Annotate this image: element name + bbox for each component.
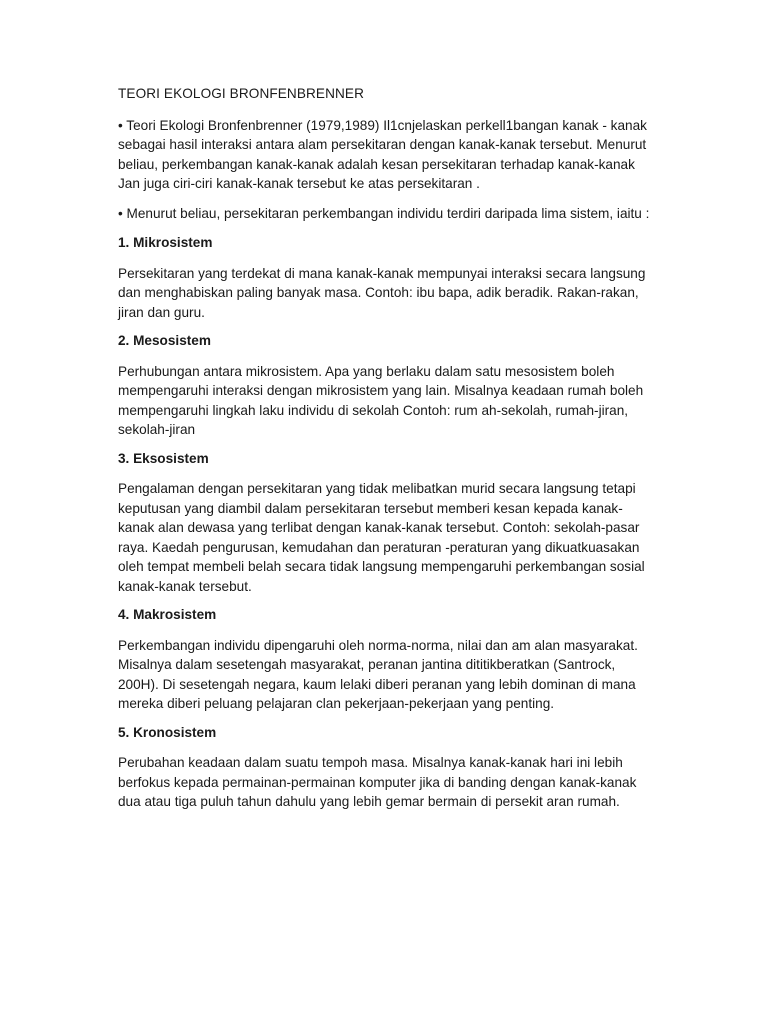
section-heading: 4. Makrosistem [118,607,217,622]
intro-paragraph-1: • Teori Ekologi Bronfenbrenner (1979,1989) Il1cnjelaskan perkell1bangan kanak - kanak sebagai hasil interaksi antara alam persekitaran dengan kanak-kanak tersebut. Menurut beliau, perkembangan kanak-kanak adalah kesan persekitaran terhadap kanak-kanak Jan juga ciri-ciri kanak-kanak tersebut ke atas persekitaran . [118,117,647,191]
section-kronosistem [118,723,658,812]
section-heading: 1. Mikrosistem [118,235,213,250]
section-body: Perubahan keadaan dalam suatu tempoh masa. Misalnya kanak-kanak hari ini lebih berfokus kepada permainan-permainan komputer jika di banding dengan kanak-kanak dua atau tiga puluh tahun dahulu yang lebih gemar bermain di persekit aran rumah. [118,755,637,809]
section-heading: 5. Kronosistem [118,724,217,740]
section-eksosistem [118,449,658,597]
section-heading: 2. Mesosistem [118,333,211,348]
intro-paragraph-2: • Menurut beliau, persekitaran perkembangan individu terdiri daripada lima sistem, iaitu : [118,205,650,221]
document-title: TEORI EKOLOGI BRONFENBRENNER [118,86,365,101]
section-body: Perkembangan individu dipengaruhi oleh norma-norma, nilai dan am alan masyarakat. Misalnya dalam sesetengah masyarakat, peranan jantina dititikberatkan (Santrock, 200H). Di sesetengah negara, kaum lelaki diberi peranan yang lebih dominan di mana mereka diberi peluang pelajaran clan pekerjaan-pekerjaan yang penting. [118,637,638,711]
section-body: Persekitaran yang terdekat di mana kanak-kanak mempunyai interaksi secara langsung dan menghabiskan paling banyak masa. Contoh: ibu bapa, adik beradik. Rakan-rakan, jiran dan guru. [118,265,646,320]
section-makrosistem [118,605,658,714]
section-mikrosistem [118,233,658,322]
document-page [118,84,658,821]
section-heading: 3. Eksosistem [118,450,209,466]
section-body: Pengalaman dengan persekitaran yang tidak melibatkan murid secara langsung tetapi keputusan yang diambil dalam persekitaran tersebut memberi kesan kepada kanak-kanak alan dewasa yang terlibat dengan kanak-kanak tersebut. Contoh: sekolah-pasar raya. Kaedah pengurusan, kemudahan dan peraturan -peraturan yang dikuatkuasakan oleh tempat membeli belah secara tidak langsung mempengaruhi perkembangan sosial kanak-kanak tersebut. [118,481,645,594]
section-body: Perhubungan antara mikrosistem. Apa yang berlaku dalam satu mesosistem boleh mempengaruhi interaksi dengan mikrosistem yang lain. Misalnya keadaan rumah boleh mempengaruhi lingkah laku individu di sekolah Contoh: rum ah-sekolah, rumah-jiran, sekolah-jiran [118,363,644,437]
section-mesosistem [118,331,658,440]
